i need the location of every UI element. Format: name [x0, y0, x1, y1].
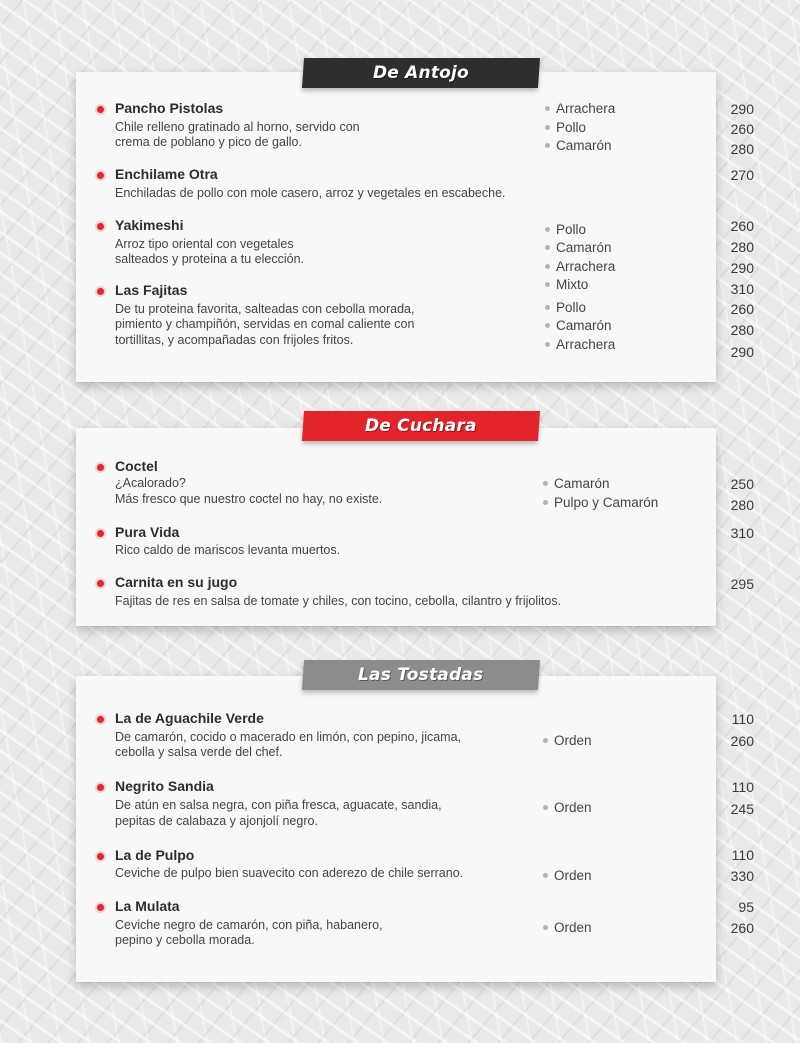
item-option: Orden: [543, 920, 592, 935]
item-option: Orden: [543, 868, 592, 883]
item-name: La de Pulpo: [115, 847, 195, 863]
bullet-icon: [97, 853, 104, 860]
item-option: Orden: [543, 733, 592, 748]
item-option: Arrachera: [545, 101, 615, 116]
section-title-banner: [302, 411, 540, 441]
bullet-icon: [97, 530, 104, 537]
item-price: 310: [730, 525, 754, 541]
item-option: Arrachera: [545, 259, 615, 274]
item-name: Yakimeshi: [115, 217, 184, 233]
item-description: crema de poblano y pico de gallo.: [115, 135, 302, 149]
section-title-banner: [302, 660, 540, 690]
item-option: Orden: [543, 800, 592, 815]
item-price: 280: [730, 322, 754, 338]
section-title-banner: [302, 58, 540, 88]
item-price: 295: [730, 576, 754, 592]
item-option: Pollo: [545, 300, 586, 315]
item-price: 245: [730, 801, 754, 817]
item-price: 280: [730, 239, 754, 255]
item-price: 260: [730, 121, 754, 137]
item-price: 260: [730, 218, 754, 234]
section-title: Las Tostadas: [358, 665, 484, 685]
item-description: salteados y proteina a tu elección.: [115, 252, 305, 266]
item-option: Camarón: [545, 138, 612, 153]
item-option: Pulpo y Camarón: [543, 495, 658, 510]
item-name: Pura Vida: [115, 524, 180, 540]
item-price: 260: [730, 733, 754, 749]
item-price: 290: [730, 101, 754, 117]
item-name: Las Fajitas: [115, 282, 188, 298]
item-description: Fajitas de res en salsa de tomate y chiles, con tocino, cebolla, cilantro y frijolitos.: [115, 594, 562, 608]
item-name: Negrito Sandia: [115, 778, 214, 794]
item-price: 110: [731, 711, 754, 727]
item-price: 290: [730, 344, 754, 360]
item-description: De atún en salsa negra, con piña fresca, aguacate, sandia,: [115, 798, 442, 812]
item-price: 270: [730, 167, 754, 183]
item-option: Arrachera: [545, 337, 615, 352]
item-price: 110: [731, 847, 754, 863]
item-price: 260: [730, 920, 754, 936]
item-option: Camarón: [545, 240, 612, 255]
item-description: De tu proteina favorita, salteadas con cebolla morada,: [115, 302, 415, 316]
item-price: 110: [731, 779, 754, 795]
bullet-icon: [97, 288, 104, 295]
item-option: Camarón: [543, 476, 610, 491]
bullet-icon: [97, 580, 104, 587]
bullet-icon: [97, 223, 104, 230]
item-price: 260: [730, 301, 754, 317]
bullet-icon: [97, 464, 104, 471]
item-description: Chile relleno gratinado al horno, servido con: [115, 120, 360, 134]
item-name: Carnita en su jugo: [115, 574, 238, 590]
item-description: Enchiladas de pollo con mole casero, arroz y vegetales en escabeche.: [115, 186, 506, 200]
section-title: De Cuchara: [365, 416, 477, 436]
item-name: La de Aguachile Verde: [115, 710, 264, 726]
item-option: Pollo: [545, 120, 586, 135]
item-price: 330: [730, 868, 754, 884]
item-description: Ceviche negro de camarón, con piña, habanero,: [115, 918, 383, 932]
item-description: cebolla y salsa verde del chef.: [115, 745, 283, 759]
item-option: Pollo: [545, 222, 586, 237]
bullet-icon: [97, 784, 104, 791]
item-description: pepino y cebolla morada.: [115, 933, 255, 947]
item-price: 310: [730, 281, 754, 297]
bullet-icon: [97, 716, 104, 723]
item-option: Mixto: [545, 277, 588, 292]
item-description: Rico caldo de mariscos levanta muertos.: [115, 543, 341, 557]
item-name: Coctel: [115, 458, 158, 474]
item-name: Pancho Pistolas: [115, 100, 224, 116]
bullet-icon: [97, 106, 104, 113]
item-description: Arroz tipo oriental con vegetales: [115, 237, 294, 251]
item-description: Ceviche de pulpo bien suavecito con aderezo de chile serrano.: [115, 866, 464, 880]
item-description: pepitas de calabaza y ajonjolí negro.: [115, 814, 318, 828]
section-title: De Antojo: [373, 63, 469, 83]
item-description: Más fresco que nuestro coctel no hay, no existe.: [115, 492, 383, 506]
item-price: 280: [730, 141, 754, 157]
item-option: Camarón: [545, 318, 612, 333]
item-description: ¿Acalorado?: [115, 476, 186, 490]
item-name: Enchilame Otra: [115, 166, 218, 182]
item-name: La Mulata: [115, 898, 180, 914]
bullet-icon: [97, 172, 104, 179]
bullet-icon: [97, 904, 104, 911]
item-price: 250: [730, 476, 754, 492]
item-description: pimiento y champiñón, servidas en comal caliente con: [115, 317, 415, 331]
item-price: 95: [738, 899, 754, 915]
item-price: 280: [730, 497, 754, 513]
item-description: De camarón, cocido o macerado en limón, con pepino, jicama,: [115, 730, 462, 744]
item-description: tortillitas, y acompañadas con frijoles fritos.: [115, 333, 354, 347]
item-price: 290: [730, 260, 754, 276]
